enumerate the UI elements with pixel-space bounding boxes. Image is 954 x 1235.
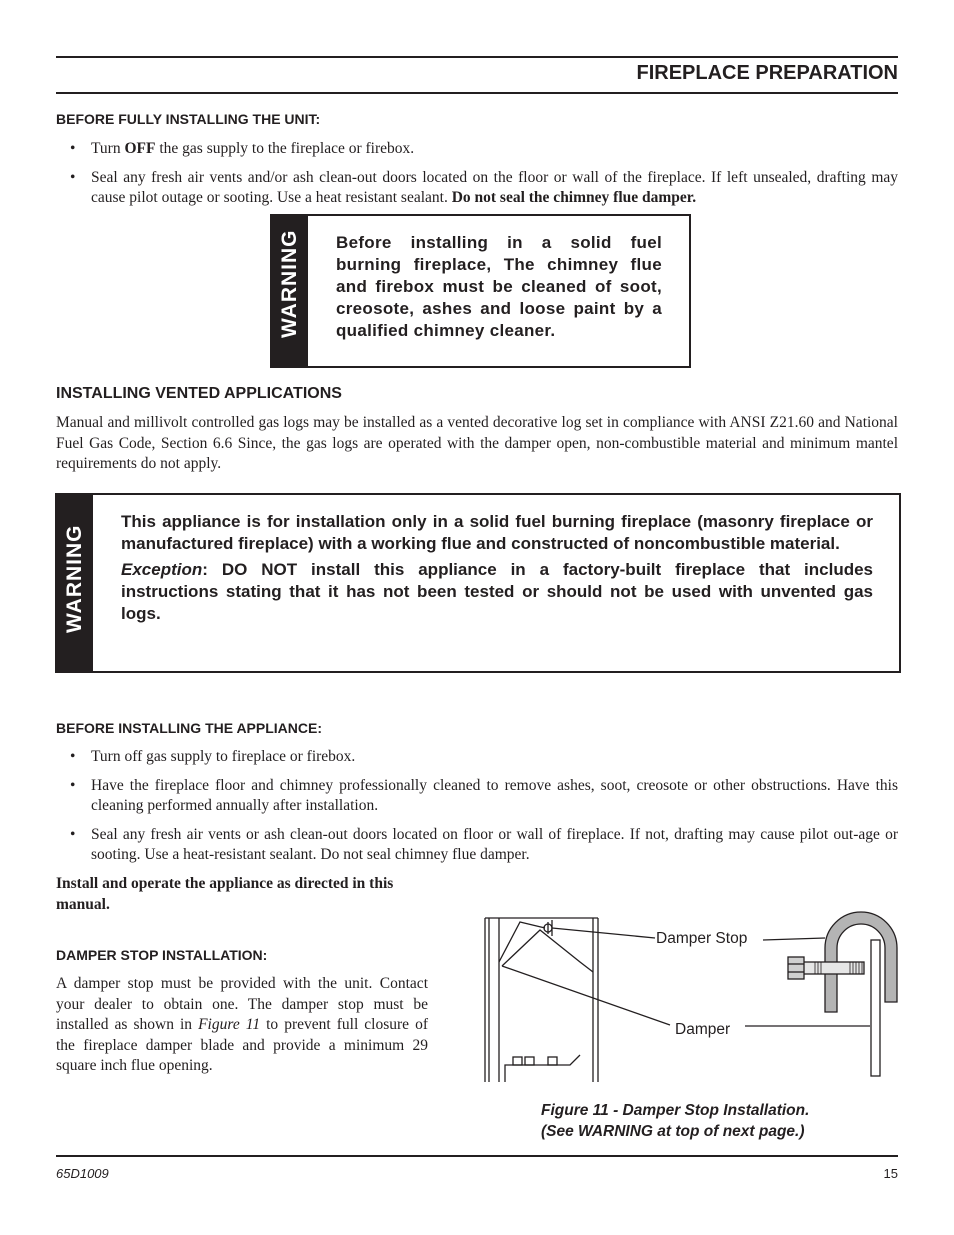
warning-label: WARNING <box>63 524 86 633</box>
damper-stop-diagram <box>480 900 900 1090</box>
list-item: • Have the fireplace floor and chimney professionally cleaned to remove ashes, soot, creosote or other obstructions. Have this cleaning performed annually after installation. <box>56 776 898 817</box>
warning-text: Before installing in a solid fuel burning fireplace, The chimney flue and firebox must be cleaned of soot, creosote, ashes and loose paint by a qualified chimney cleaner. <box>336 233 662 340</box>
warning-box-chimney-cleaning <box>270 214 691 368</box>
list-item: • Turn off gas supply to fireplace or firebox. <box>56 747 898 768</box>
figure-damper-stop-installation <box>480 900 900 1090</box>
list-item: • Seal any fresh air vents or ash clean-out doors located on floor or wall of fireplace. If not, drafting may cause pilot out-age or sooting. Use a heat-resistant sealant. Do not seal chimney flue damper. <box>56 825 898 866</box>
top-rule <box>56 56 898 58</box>
install-note: Install and operate the appliance as directed in this manual. <box>56 875 394 913</box>
figure-caption-line: (See WARNING at top of next page.) <box>541 1123 805 1140</box>
figure-caption-line: Figure 11 - Damper Stop Installation. <box>541 1102 810 1119</box>
document-number: 65D1009 <box>56 1166 109 1181</box>
list-item: • Seal any fresh air vents and/or ash clean-out doors located on the floor or wall of the fireplace. If left unsealed, drafting may cause pilot outage or sooting. Use a heat resistant sealant. Do not seal the chimney flue damper. <box>56 168 898 209</box>
damper-stop-paragraph: A damper stop must be provided with the unit. Contact your dealer to obtain one. The damper stop must be installed as shown in Figure 11 to prevent full closure of the fireplace damper blade and provide a minimum 29 square inch flue opening. <box>56 975 428 1074</box>
bullet-list-before-installing-appliance <box>56 747 898 874</box>
warning-tab <box>272 216 308 366</box>
label-damper: Damper <box>675 1021 731 1038</box>
page-number: 15 <box>883 1166 898 1181</box>
warning-paragraph: This appliance is for installation only in a solid fuel burning fireplace (masonry fireplace or manufactured fireplace) with a working flue and constructed of noncombustible material. <box>121 512 873 553</box>
page-title: FIREPLACE PREPARATION <box>636 62 898 84</box>
footer-rule <box>56 1155 898 1157</box>
vented-applications-paragraph: Manual and millivolt controlled gas logs may be installed as a vented decorative log set in compliance with ANSI Z21.60 and National Fuel Gas Code, Section 6.6 Since, the gas logs are operated with the damper open, non-combustible material and minimum mantel requirements do not apply. <box>56 414 898 472</box>
list-item: • Turn OFF the gas supply to the fireplace or firebox. <box>56 139 898 160</box>
warning-label: WARNING <box>278 229 301 338</box>
bullet-list-before-fully-installing <box>56 139 898 217</box>
warning-text <box>121 511 873 629</box>
label-damper-stop: Damper Stop <box>656 930 748 947</box>
header-rule <box>56 92 898 94</box>
warning-tab <box>57 495 93 671</box>
section-heading-before-fully-installing: BEFORE FULLY INSTALLING THE UNIT: <box>56 111 321 127</box>
figure-caption <box>541 1100 809 1142</box>
warning-box-solid-fuel-only <box>55 493 901 673</box>
warning-exception-paragraph: Exception: DO NOT install this appliance in a factory-built fireplace that includes instructions stating that it has not been tested or should not be used with unvented gas logs. <box>121 560 873 623</box>
section-heading-damper-stop: DAMPER STOP INSTALLATION: <box>56 947 268 963</box>
section-heading-before-installing-appliance: BEFORE INSTALLING THE APPLIANCE: <box>56 720 322 736</box>
section-heading-vented-applications: INSTALLING VENTED APPLICATIONS <box>56 385 342 402</box>
